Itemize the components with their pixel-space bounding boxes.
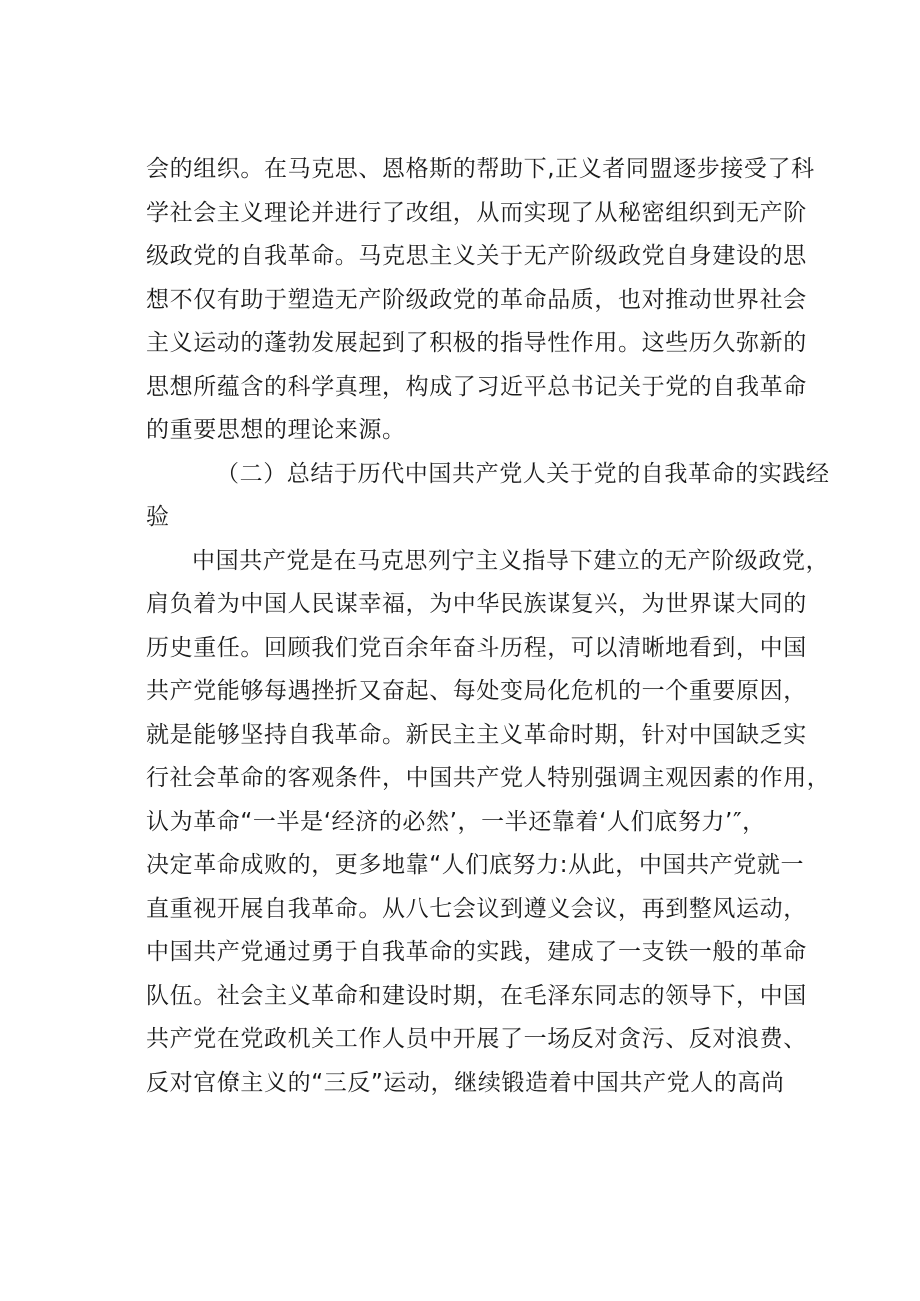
text-line: 思想所蕴含的科学真理，构成了习近平总书记关于党的自我革命 — [146, 373, 807, 400]
text-line: 级政党的自我革命。马克思主义关于无产阶级政党自身建设的思 — [146, 243, 807, 269]
text-line: 想不仅有助于塑造无产阶级政党的革命品质，也对推动世界社会 — [146, 286, 807, 313]
text-line: 直重视开展自我革命。从八七会议到遵义会议，再到整风运动， — [146, 895, 807, 922]
text-line: 共产党在党政机关工作人员中开展了一场反对贪污、反对浪费、 — [146, 1026, 807, 1052]
text-line: 历史重任。回顾我们党百余年奋斗历程，可以清晰地看到，中国 — [146, 634, 807, 661]
heading-line: （二）总结于历代中国共产党人关于党的自我革命的实践经 — [216, 460, 830, 487]
text-line: 主义运动的蓬勃发展起到了积极的指导性作用。这些历久弥新的 — [146, 330, 807, 356]
paragraph-continuation — [146, 148, 815, 453]
section-heading — [146, 453, 830, 540]
text-line: 行社会革命的客观条件，中国共产党人特别强调主观因素的作用， — [146, 765, 831, 791]
text-line: 共产党能够每遇挫折又奋起、每处变局化危机的一个重要原因， — [146, 678, 807, 704]
body-text — [146, 148, 831, 1105]
heading-line: 验 — [146, 504, 170, 530]
text-line: 中国共产党通过勇于自我革命的实践，建成了一支铁一般的革命 — [146, 939, 807, 965]
text-line: 决定革命成败的，更多地靠“人们底努力:从此，中国共产党就一 — [146, 852, 805, 878]
text-line: 肩负着为中国人民谋幸福，为中华民族谋复兴，为世界谋大同的 — [146, 591, 807, 617]
text-line: 的重要思想的理论来源。 — [146, 417, 406, 443]
paragraph — [146, 540, 831, 1106]
text-line: 认为革命“一半是‘经济的必然’，一半还靠着‘人们底努力’″， — [146, 808, 766, 835]
text-line: 学社会主义理论并进行了改组，从而实现了从秘密组织到无产阶 — [146, 199, 807, 226]
text-line: 中国共产党是在马克思列宁主义指导下建立的无产阶级政党， — [192, 547, 830, 574]
text-line: 就是能够坚持自我革命。新民主主义革命时期，针对中国缺乏实 — [146, 721, 807, 748]
text-line: 反对官僚主义的“三反”运动，继续锻造着中国共产党人的高尚 — [146, 1069, 785, 1096]
text-line: 队伍。社会主义革命和建设时期，在毛泽东同志的领导下，中国 — [146, 982, 807, 1009]
text-line: 会的组织。在马克思、恩格斯的帮助下,正义者同盟逐步接受了科 — [146, 156, 815, 182]
